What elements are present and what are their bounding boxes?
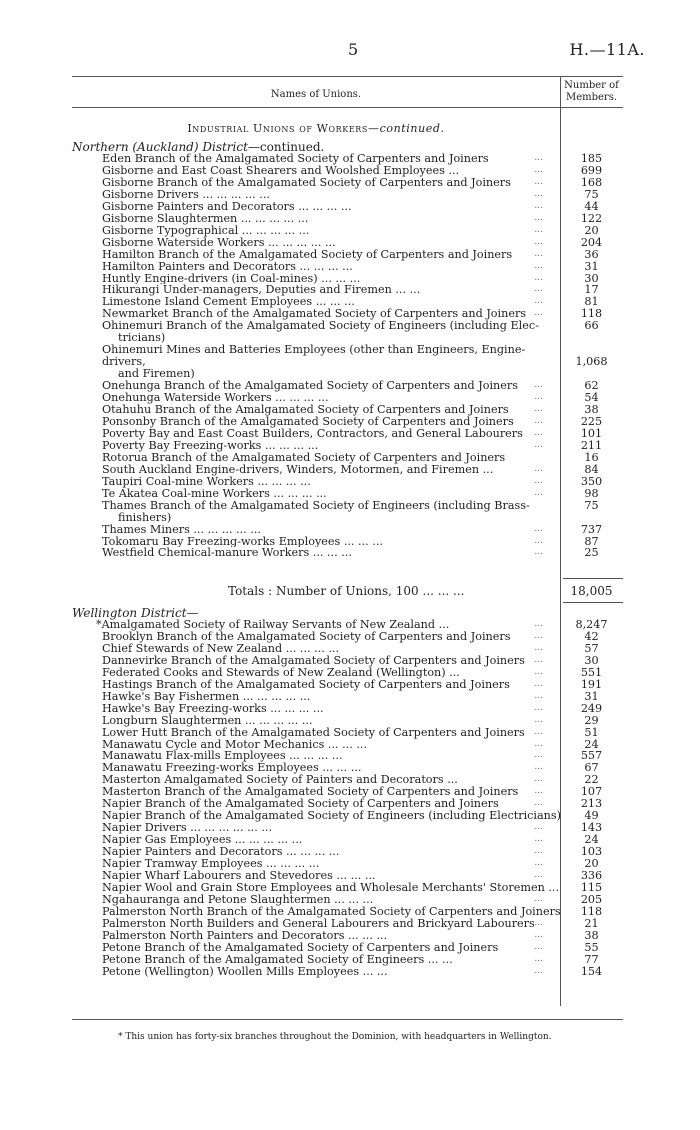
totals-rule-bottom (563, 602, 623, 603)
table-row (72, 810, 623, 822)
table-row (72, 870, 623, 882)
member-count: 211 (580, 438, 603, 452)
member-count: 44 (584, 199, 599, 213)
member-count: 20 (584, 223, 599, 237)
table-row (72, 643, 623, 655)
member-count: 22 (584, 773, 599, 787)
table-row (72, 619, 623, 631)
union-name: Hamilton Painters and Decorators ... ... ... ... (102, 260, 353, 273)
column-header-names: Names of Unions. (270, 89, 362, 100)
leader-dots: ... (534, 188, 543, 199)
union-name: Gisborne and East Coast Shearers and Woolshed Employees ... (102, 164, 460, 177)
leader-dots: ... (534, 535, 543, 546)
union-name (72, 344, 562, 380)
table-row (72, 942, 623, 954)
union-name-line1: Ohinemuri Mines and Batteries Employees (other than Engineers, Engine-drivers, (102, 344, 526, 369)
leader-dots: ... (534, 619, 543, 629)
table-row (72, 750, 623, 762)
leader-dots: ... (534, 953, 543, 964)
leader-dots: ... (534, 547, 543, 558)
member-count: 49 (584, 809, 599, 823)
leader-dots: ... (534, 224, 543, 235)
member-count: 225 (580, 414, 603, 428)
union-name: Te Akatea Coal-mine Workers ... ... ... ... (102, 487, 327, 500)
union-name: Westfield Chemical-manure Workers ... ... ... (102, 547, 352, 560)
member-count: 24 (584, 833, 599, 847)
member-count: 699 (580, 163, 603, 177)
table-row (72, 679, 623, 691)
table-row (72, 966, 623, 978)
union-name: Napier Painters and Decorators ... ... ... ... (102, 846, 340, 859)
table-row (72, 201, 623, 213)
union-name: Napier Gas Employees ... ... ... ... ... (102, 834, 303, 847)
union-name: Gisborne Painters and Decorators ... ... ... ... (102, 200, 352, 213)
leader-dots: ... (534, 404, 543, 415)
table-row (72, 273, 623, 285)
table-row (72, 655, 623, 667)
member-count: 154 (580, 964, 603, 978)
union-name (72, 500, 562, 524)
union-name (72, 320, 562, 344)
union-name: Dannevirke Branch of the Amalgamated Society of Carpenters and Joiners (102, 654, 525, 667)
union-name: Hawke's Bay Freezing-works ... ... ... ... (102, 702, 324, 715)
table-row (72, 249, 623, 261)
leader-dots: ... (534, 929, 543, 940)
union-name: Brooklyn Branch of the Amalgamated Society of Carpenters and Joiners (102, 630, 511, 643)
northern-district-block (72, 141, 623, 559)
table-row (72, 715, 623, 727)
member-count: 75 (584, 187, 599, 201)
district-name: Wellington District— (72, 606, 199, 620)
member-count: 1,068 (575, 355, 608, 369)
leader-dots: ... (534, 798, 543, 809)
member-count: 107 (580, 785, 603, 799)
table-row (72, 762, 623, 774)
header-rule (72, 107, 623, 108)
table-row (72, 691, 623, 703)
table-row (72, 213, 623, 225)
table-row (72, 165, 623, 177)
union-name: Gisborne Waterside Workers ... ... ... ... ... (102, 236, 336, 249)
page-number: 5 (348, 40, 359, 59)
union-name: Palmerston North Builders and General Labourers and Brickyard Labourers (102, 917, 535, 930)
leader-dots: ... (534, 523, 543, 534)
member-count: 122 (580, 211, 603, 225)
leader-dots: ... (534, 738, 543, 749)
totals-count: 18,005 (570, 584, 613, 598)
table-row (72, 284, 623, 296)
member-count: 191 (580, 677, 603, 691)
table-row (72, 344, 623, 380)
leader-dots: ... (534, 917, 543, 928)
leader-dots: ... (534, 774, 543, 785)
union-name-line1: Ohinemuri Branch of the Amalgamated Society of Engineers (including Elec- (102, 320, 539, 333)
union-name: Gisborne Typographical ... ... ... ... ... (102, 224, 310, 237)
table-row (72, 189, 623, 201)
leader-dots: ... (534, 296, 543, 307)
leader-dots: ... (534, 750, 543, 761)
union-name: Thames Miners ... ... ... ... ... (102, 523, 261, 536)
section-heading-suffix: —continued. (368, 122, 445, 135)
member-count: 557 (580, 749, 603, 763)
member-count: 118 (580, 307, 603, 321)
leader-dots: ... (534, 786, 543, 797)
leader-dots: ... (534, 941, 543, 952)
leader-dots: ... (534, 487, 543, 498)
table-row (72, 296, 623, 308)
union-name: Manawatu Freezing-works Employees ... ... ... (102, 762, 362, 775)
table-row (72, 547, 623, 559)
table-row (72, 392, 623, 404)
top-rule (72, 76, 623, 77)
union-name: Masterton Branch of the Amalgamated Society of Carpenters and Joiners (102, 786, 519, 799)
union-name: Onehunga Waterside Workers ... ... ... ... (102, 392, 329, 405)
member-count: 67 (584, 761, 599, 775)
union-name: Manawatu Flax-mills Employees ... ... ... ... (102, 750, 343, 763)
member-count: 249 (580, 701, 603, 715)
member-count: 38 (584, 928, 599, 942)
member-count: 551 (580, 665, 603, 679)
table-row (72, 894, 623, 906)
table-row (72, 177, 623, 189)
section-heading-main: Industrial Unions of Workers (187, 122, 369, 135)
leader-dots: ... (534, 822, 543, 833)
column-header-count (560, 80, 623, 104)
member-count: 98 (584, 486, 599, 500)
member-count: 29 (584, 713, 599, 727)
member-count: 213 (580, 797, 603, 811)
table-row (72, 464, 623, 476)
leader-dots: ... (534, 200, 543, 211)
member-count: 36 (584, 247, 599, 261)
table-row (72, 727, 623, 739)
leader-dots: ... (534, 893, 543, 904)
union-name: Chief Stewards of New Zealand ... ... ... ... (102, 642, 340, 655)
member-count: 24 (584, 737, 599, 751)
member-count: 54 (584, 391, 599, 405)
leader-dots: ... (534, 475, 543, 486)
leader-dots: ... (534, 415, 543, 426)
district-heading (72, 141, 623, 153)
union-name: Petone (Wellington) Woollen Mills Employees ... ... (102, 965, 388, 978)
table-row (72, 225, 623, 237)
union-name: *Amalgamated Society of Railway Servants of New Zealand ... (96, 619, 450, 631)
member-count: 16 (584, 450, 599, 464)
leader-dots: ... (534, 439, 543, 450)
leader-dots: ... (534, 272, 543, 283)
union-name: South Auckland Engine-drivers, Winders, Motormen, and Firemen ... (102, 463, 494, 476)
union-name-line2: finishers) (118, 510, 172, 524)
member-count: 20 (584, 857, 599, 871)
leader-dots: ... (534, 212, 543, 223)
district-suffix: —continued. (247, 140, 325, 154)
member-count: 42 (584, 629, 599, 643)
member-count: 205 (580, 892, 603, 906)
table-row (72, 954, 623, 966)
leader-dots: ... (534, 236, 543, 247)
leader-dots: ... (534, 846, 543, 857)
table-row (72, 488, 623, 500)
leader-dots: ... (534, 176, 543, 187)
member-count: 62 (584, 379, 599, 393)
leader-dots: ... (534, 164, 543, 175)
leader-dots: ... (534, 666, 543, 677)
member-count: 8,247 (575, 618, 608, 631)
member-count: 31 (584, 259, 599, 273)
union-name-line1: Thames Branch of the Amalgamated Society of Engineers (including Brass- (102, 499, 530, 512)
member-count: 25 (584, 546, 599, 560)
table-row (72, 703, 623, 715)
table-row (72, 834, 623, 846)
union-name: Newmarket Branch of the Amalgamated Society of Carpenters and Joiners (102, 308, 527, 321)
table-row (72, 524, 623, 536)
table-row (72, 774, 623, 786)
table-row (72, 631, 623, 643)
union-name: Ngahauranga and Petone Slaughtermen ... ... ... (102, 893, 374, 906)
leader-dots: ... (534, 965, 543, 976)
union-name: Gisborne Slaughtermen ... ... ... ... ... (102, 212, 309, 225)
union-name: Masterton Amalgamated Society of Painters and Decorators ... (102, 774, 458, 787)
table-row (72, 320, 623, 344)
member-count: 118 (580, 904, 603, 918)
member-count: 143 (580, 821, 603, 835)
table-row (72, 536, 623, 548)
member-count: 204 (580, 235, 603, 249)
union-name: Federated Cooks and Stewards of New Zealand (Wellington) ... (102, 666, 460, 679)
union-name: Onehunga Branch of the Amalgamated Society of Carpenters and Joiners (102, 380, 518, 393)
leader-dots: ... (534, 248, 543, 259)
union-name: Taupiri Coal-mine Workers ... ... ... ... (102, 475, 311, 488)
table-row (72, 882, 623, 894)
table-row (72, 261, 623, 273)
union-name: Napier Wool and Grain Store Employees and Wholesale Merchants' Storemen ... (102, 881, 560, 894)
table-row (72, 428, 623, 440)
document-id: H.—11A. (569, 40, 645, 59)
member-count: 51 (584, 725, 599, 739)
member-count: 30 (584, 653, 599, 667)
union-name: Gisborne Branch of the Amalgamated Society of Carpenters and Joiners (102, 176, 511, 189)
table-row (72, 822, 623, 834)
count-header-line1: Number of (564, 80, 619, 91)
member-count: 66 (584, 319, 599, 333)
leader-dots: ... (534, 642, 543, 653)
table-row (72, 786, 623, 798)
member-count: 17 (584, 283, 599, 297)
totals-label: Totals : Number of Unions, 100 ... ... ... (228, 584, 465, 598)
leader-dots: ... (534, 858, 543, 869)
leader-dots: ... (534, 726, 543, 737)
leader-dots: ... (534, 380, 543, 391)
leader-dots: ... (534, 630, 543, 641)
member-count: 21 (584, 916, 599, 930)
leader-dots: ... (534, 870, 543, 881)
table-row (72, 380, 623, 392)
member-count: 115 (580, 880, 603, 894)
union-name: Hawke's Bay Fishermen ... ... ... ... ... (102, 690, 311, 703)
table-row (72, 667, 623, 679)
union-name: Petone Branch of the Amalgamated Society of Engineers ... ... (102, 953, 453, 966)
table-row (72, 500, 623, 524)
leader-dots: ... (534, 690, 543, 701)
leader-dots: ... (534, 308, 543, 319)
union-name: Huntly Engine-drivers (in Coal-mines) ... ... ... (102, 272, 361, 285)
wellington-district-block (72, 607, 623, 978)
leader-dots: ... (534, 714, 543, 725)
district-name: Northern (Auckland) District (72, 140, 248, 154)
union-name: Eden Branch of the Amalgamated Society of Carpenters and Joiners (102, 153, 489, 165)
member-count: 737 (580, 522, 603, 536)
leader-dots: ... (534, 463, 543, 474)
leader-dots: ... (534, 284, 543, 295)
union-name: Palmerston North Painters and Decorators ... ... ... (102, 929, 388, 942)
union-name: Poverty Bay and East Coast Builders, Contractors, and General Labourers (102, 427, 523, 440)
union-name: Limestone Island Cement Employees ... ... ... (102, 296, 355, 309)
union-name: Hamilton Branch of the Amalgamated Society of Carpenters and Joiners (102, 248, 513, 261)
member-count: 77 (584, 952, 599, 966)
member-count: 87 (584, 534, 599, 548)
member-count: 30 (584, 271, 599, 285)
leader-dots: ... (534, 834, 543, 845)
table-row (72, 930, 623, 942)
table-row (72, 906, 623, 918)
member-count: 57 (584, 641, 599, 655)
table-row (72, 452, 623, 464)
table-row (72, 237, 623, 249)
union-name: Gisborne Drivers ... ... ... ... ... (102, 188, 270, 201)
union-name: Napier Drivers ... ... ... ... ... ... (102, 822, 272, 835)
totals-rule-top (563, 578, 623, 579)
leader-dots: ... (534, 654, 543, 665)
leader-dots: ... (534, 762, 543, 773)
union-name: Poverty Bay Freezing-works ... ... ... ... (102, 439, 319, 452)
table-row (72, 416, 623, 428)
member-count: 75 (584, 498, 599, 512)
union-name-line2: tricians) (118, 331, 166, 345)
union-name: Petone Branch of the Amalgamated Society of Carpenters and Joiners (102, 941, 499, 954)
member-count: 168 (580, 175, 603, 189)
member-count: 336 (580, 869, 603, 883)
table-row (72, 846, 623, 858)
table-row (72, 476, 623, 488)
member-count: 38 (584, 403, 599, 417)
union-name: Hastings Branch of the Amalgamated Society of Carpenters and Joiners (102, 678, 510, 691)
member-count: 81 (584, 295, 599, 309)
member-count: 350 (580, 474, 603, 488)
leader-dots: ... (534, 702, 543, 713)
member-count: 84 (584, 462, 599, 476)
section-heading (72, 122, 560, 135)
leader-dots: ... (534, 260, 543, 271)
leader-dots: ... (534, 678, 543, 689)
union-name: Napier Branch of the Amalgamated Society of Engineers (including Electricians) (102, 810, 561, 823)
leader-dots: ... (534, 392, 543, 403)
bottom-rule (72, 1019, 623, 1020)
table-row (72, 440, 623, 452)
leader-dots: ... (534, 153, 543, 163)
union-name: Ponsonby Branch of the Amalgamated Society of Carpenters and Joiners (102, 415, 514, 428)
table-row (72, 798, 623, 810)
member-count: 55 (584, 940, 599, 954)
union-name: Rotorua Branch of the Amalgamated Society of Carpenters and Joiners (102, 451, 506, 464)
union-name: Tokomaru Bay Freezing-works Employees ... ... ... (102, 535, 383, 548)
table-row (72, 153, 623, 165)
union-name: Hikurangi Under-managers, Deputies and Firemen ... ... (102, 284, 421, 297)
table-row (72, 308, 623, 320)
union-name: Napier Branch of the Amalgamated Society of Carpenters and Joiners (102, 798, 499, 811)
union-name: Longburn Slaughtermen ... ... ... ... ... (102, 714, 313, 727)
union-name: Manawatu Cycle and Motor Mechanics ... ... ... (102, 738, 368, 751)
member-count: 185 (580, 152, 603, 165)
footnote: * This union has forty-six branches throughout the Dominion, with headquarters in Wellington. (118, 1032, 552, 1042)
member-count: 103 (580, 845, 603, 859)
union-name: Otahuhu Branch of the Amalgamated Society of Carpenters and Joiners (102, 404, 509, 416)
union-name: Napier Wharf Labourers and Stevedores ... ... ... (102, 870, 376, 882)
table-row (72, 858, 623, 870)
member-count: 31 (584, 689, 599, 703)
member-count: 101 (580, 426, 603, 440)
leader-dots: ... (534, 427, 543, 438)
count-header-line2: Members. (565, 92, 618, 103)
table-row (72, 739, 623, 751)
table-row (72, 918, 623, 930)
table-row (72, 404, 623, 416)
district-heading (72, 607, 623, 619)
union-name-line2: and Firemen) (118, 367, 195, 381)
union-name: Lower Hutt Branch of the Amalgamated Society of Carpenters and Joiners (102, 726, 525, 739)
union-name: Napier Tramway Employees ... ... ... ... (102, 858, 320, 871)
union-name: Palmerston North Branch of the Amalgamated Society of Carpenters and Joiners (102, 905, 561, 918)
